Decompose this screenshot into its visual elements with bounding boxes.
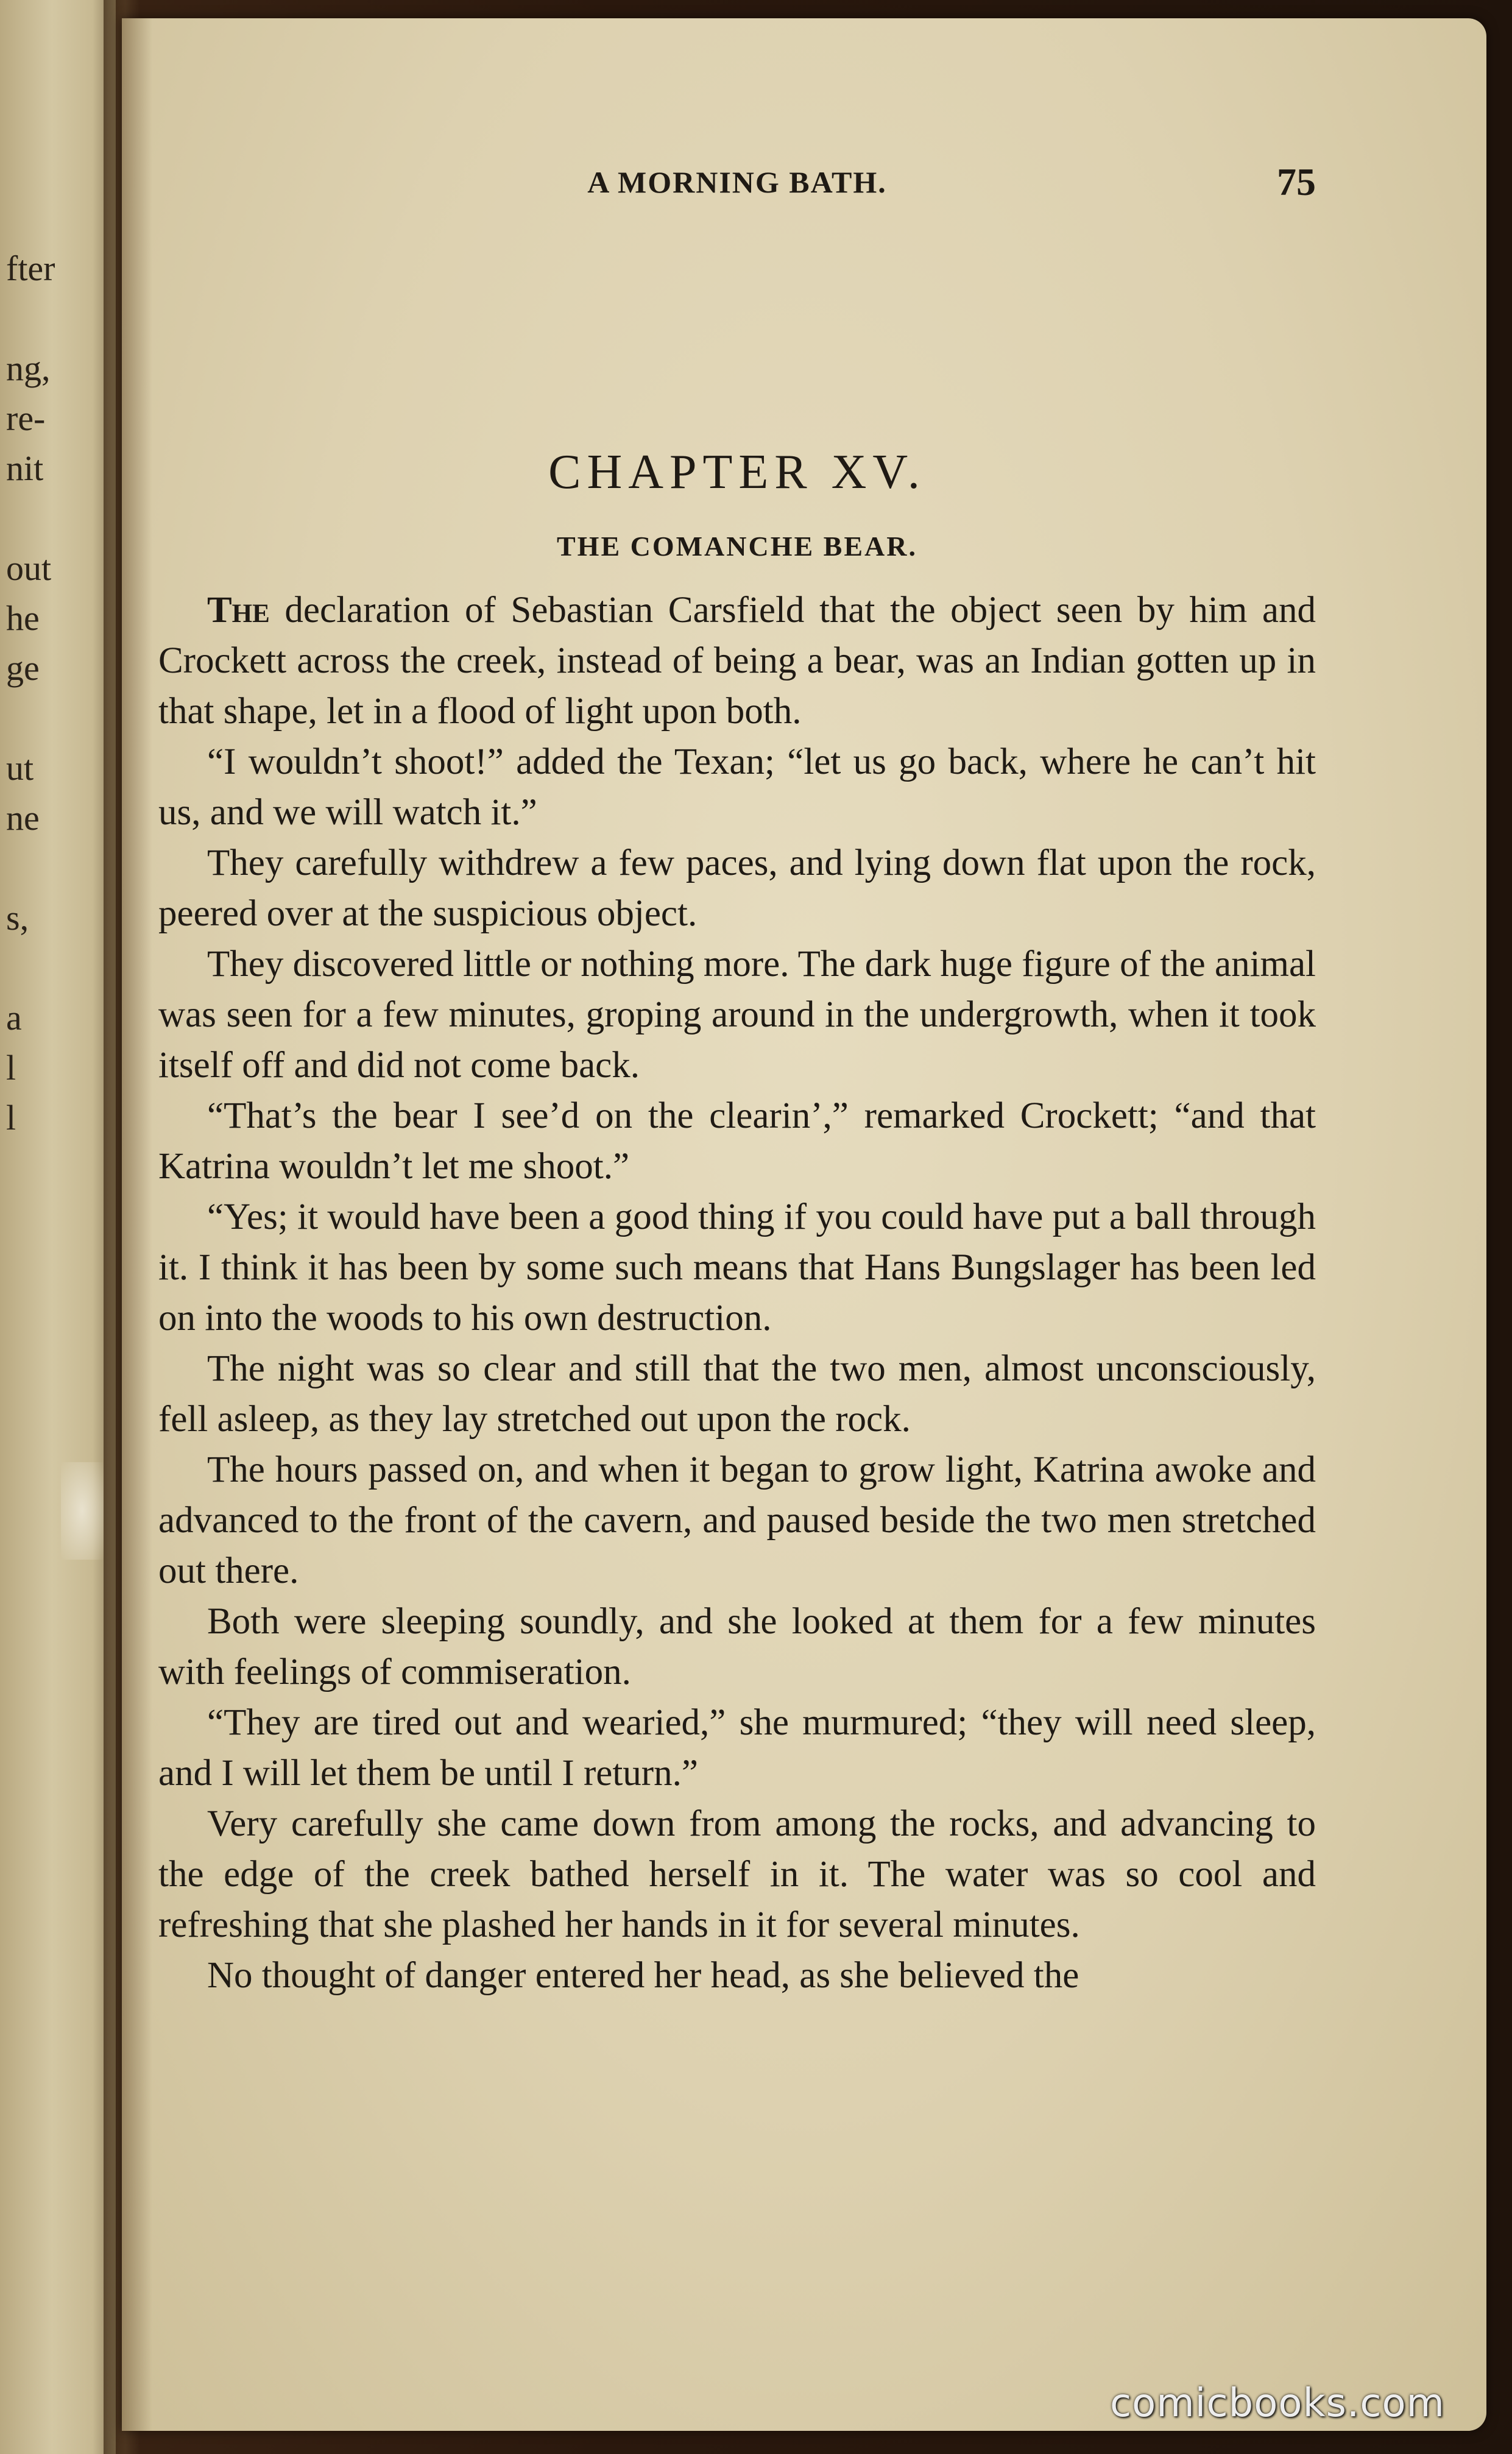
paragraph-text: “They are tired out and wearied,” she murmured; “they will need sleep, and I will let them be until I return.” (158, 1702, 1316, 1794)
paragraph-text: “That’s the bear I see’d on the clearin’,” remarked Crockett; “and that Katrina wouldn’t let me shoot.” (158, 1095, 1316, 1187)
left-page-fragment: a (6, 998, 22, 1038)
left-page-fragment: ge (6, 648, 40, 688)
watermark: comicbooks.com (1109, 2381, 1445, 2426)
page-tear-mark (61, 1462, 104, 1560)
paragraph-text: Both were sleeping soundly, and she looked at them for a few minutes with feelings of commiseration. (158, 1601, 1316, 1692)
left-page-fragment (6, 843, 116, 893)
paragraph (158, 1343, 1316, 1444)
left-page-fragment (6, 493, 116, 543)
page-inner-edge-shadow (122, 18, 152, 2431)
paragraph-text: “I wouldn’t shoot!” added the Texan; “let us go back, where he can’t hit us, and we will watch it.” (158, 741, 1316, 833)
left-page-fragment: l (6, 1098, 16, 1137)
paragraph (158, 838, 1316, 939)
paragraph-text: “Yes; it would have been a good thing if you could have put a ball through it. I think it has been by some such means that Hans Bungslager has been led on into the woods to his own destruction. (158, 1197, 1316, 1338)
left-page-fragment: he (6, 598, 40, 638)
paragraph (158, 1697, 1316, 1798)
chapter-subtitle: THE COMANCHE BEAR. (557, 531, 917, 562)
paragraph-text: Very carefully she came down from among the rocks, and advancing to the edge of the creek bathed herself in it. The water was so cool and refreshing that she plashed her hands in it for several minutes. (158, 1803, 1316, 1945)
left-page-text-fragments (6, 244, 116, 1143)
left-page-fragment: ng, (6, 348, 51, 388)
paragraph (158, 1798, 1316, 1950)
running-title: A MORNING BATH. (587, 165, 887, 199)
paragraph-text: No thought of danger entered her head, as she believed the (207, 1955, 1079, 1996)
body-text (158, 585, 1316, 2001)
left-page-fragment: out (6, 548, 52, 588)
paragraph (158, 1596, 1316, 1697)
paragraph-lead-word: The (207, 590, 270, 631)
left-page-fragment: nit (6, 448, 44, 488)
left-page-fragment: l (6, 1048, 16, 1087)
left-page-fragment (6, 294, 116, 344)
paragraph-text: They carefully withdrew a few paces, and lying down flat upon the rock, peered over at the suspicious object. (158, 843, 1316, 934)
left-page-fragment: re- (6, 398, 46, 438)
paragraph (158, 939, 1316, 1091)
paragraph-text: They discovered little or nothing more. The dark huge figure of the animal was seen for a few minutes, groping around in the undergrowth, when it took itself off and did not come back. (158, 944, 1316, 1086)
paragraph (158, 1192, 1316, 1343)
left-page-fragment: ut (6, 748, 34, 788)
left-page-fragment (6, 943, 116, 993)
paragraph (158, 1950, 1316, 2001)
left-page-fragment: fter (6, 249, 55, 288)
page-number: 75 (1277, 160, 1316, 203)
paragraph-text: The hours passed on, and when it began to grow light, Katrina awoke and advanced to the front of the cavern, and paused beside the two men stretched out there. (158, 1449, 1316, 1591)
left-page-fragment: ne (6, 798, 40, 838)
chapter-heading: CHAPTER XV. (548, 445, 926, 499)
paragraph-text: declaration of Sebastian Carsfield that the object seen by him and Crockett across the creek, instead of being a bear, was an Indian gotten up in that shape, let in a flood of light upon both. (158, 590, 1316, 732)
paragraph-text: The night was so clear and still that the two men, almost unconsciously, fell asleep, as they lay stretched out upon the rock. (158, 1348, 1316, 1440)
running-head (158, 158, 1316, 207)
paragraph (158, 1091, 1316, 1192)
paragraph (158, 1444, 1316, 1596)
left-page-fragment: s, (6, 898, 29, 938)
paragraph (158, 585, 1316, 737)
left-page-fragment (6, 693, 116, 743)
paragraph (158, 737, 1316, 838)
left-page (0, 0, 116, 2454)
